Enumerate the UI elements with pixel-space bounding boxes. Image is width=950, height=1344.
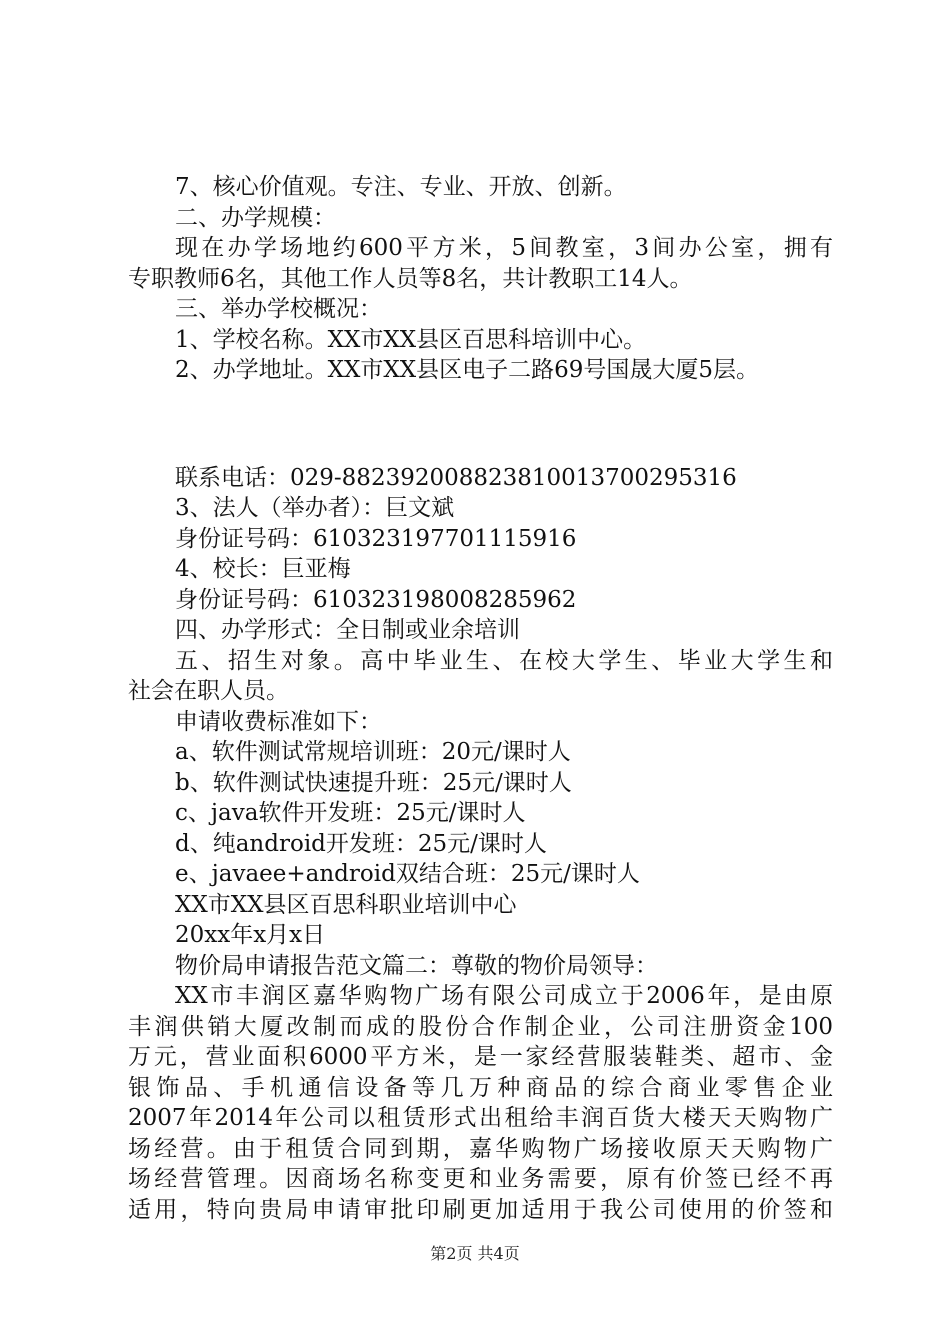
text-line: 身份证号码：610323197701115916 bbox=[175, 525, 577, 552]
text-line: 20xx年x月x日 bbox=[175, 922, 326, 948]
text-line: XX市XX县区百思科职业培训中心 bbox=[175, 891, 517, 918]
text-line: 2007年2014年公司以租赁形式出租给丰润百货大楼天天购物广 bbox=[128, 1105, 833, 1131]
text-line: 7、核心价值观。专注、专业、开放、创新。 bbox=[175, 174, 627, 200]
text-line: 4、校长：巨亚梅 bbox=[175, 556, 351, 582]
text-line: 万元，营业面积6000平方米，是一家经营服装鞋类、超市、金 bbox=[128, 1044, 833, 1070]
text-line: 三、举办学校概况： bbox=[175, 296, 382, 322]
text-line: 场经营管理。因商场名称变更和业务需要，原有价签已经不再 bbox=[128, 1166, 833, 1192]
text-line: 丰润供销大厦改制而成的股份合作制企业，公司注册资金100 bbox=[128, 1013, 833, 1040]
text-line: 四、办学形式：全日制或业余培训 bbox=[175, 617, 520, 643]
blank-line bbox=[128, 409, 833, 440]
text-line: a、软件测试常规培训班：20元/课时人 bbox=[175, 739, 571, 765]
document-body bbox=[128, 172, 833, 1225]
text-line: 申请收费标准如下： bbox=[175, 708, 382, 735]
text-line: 二、办学规模： bbox=[175, 204, 336, 231]
text-line: 联系电话：029-88239200882381001370029531​6 bbox=[175, 464, 737, 491]
text-line: 物价局申请报告范文篇二：尊敬的物价局领导： bbox=[175, 952, 658, 979]
text-line: 3、法人（举办者）：巨文斌 bbox=[175, 495, 455, 521]
text-line: 1、学校名称。XX市XX县区百思科培训中心。 bbox=[175, 326, 647, 353]
text-line: 身份证号码：610323198008285962 bbox=[175, 586, 577, 613]
text-line: 现在办学场地约600平方米，5间教室，3间办公室，拥有 bbox=[175, 235, 833, 261]
page-footer: 第2页 共4页 bbox=[430, 1244, 520, 1263]
text-line: 银饰品、手机通信设备等几万种商品的综合商业零售企业 bbox=[128, 1074, 833, 1101]
text-line: 场经营。由于租赁合同到期，嘉华购物广场接收原天天购物广 bbox=[128, 1135, 833, 1162]
text-line: 五、招生对象。高中毕业生、在校大学生、毕业大学生和 bbox=[175, 647, 833, 674]
text-line: e、javaee+android双结合班：25元/课时人 bbox=[175, 861, 640, 887]
text-line: XX市丰润区嘉华购物广场有限公司成立于2006年，是由原 bbox=[175, 983, 833, 1009]
text-line: 专职教师6名，其他工作人员等8名，共计教职工14人。 bbox=[128, 265, 693, 292]
text-line: c、java软件开发班：25元/课时人 bbox=[175, 800, 526, 826]
text-line: 社会在职人员。 bbox=[128, 678, 289, 704]
text-line: d、纯android开发班：25元/课时人 bbox=[175, 830, 547, 857]
text-line: 适用，特向贵局申请审批印刷更加适用于我公司使用的价签和 bbox=[128, 1196, 833, 1223]
text-line: b、软件测试快速提升班：25元/课时人 bbox=[175, 769, 572, 796]
text-line: 2、办学地址。XX市XX县区电子二路69号国晟大厦5层。 bbox=[175, 357, 760, 383]
